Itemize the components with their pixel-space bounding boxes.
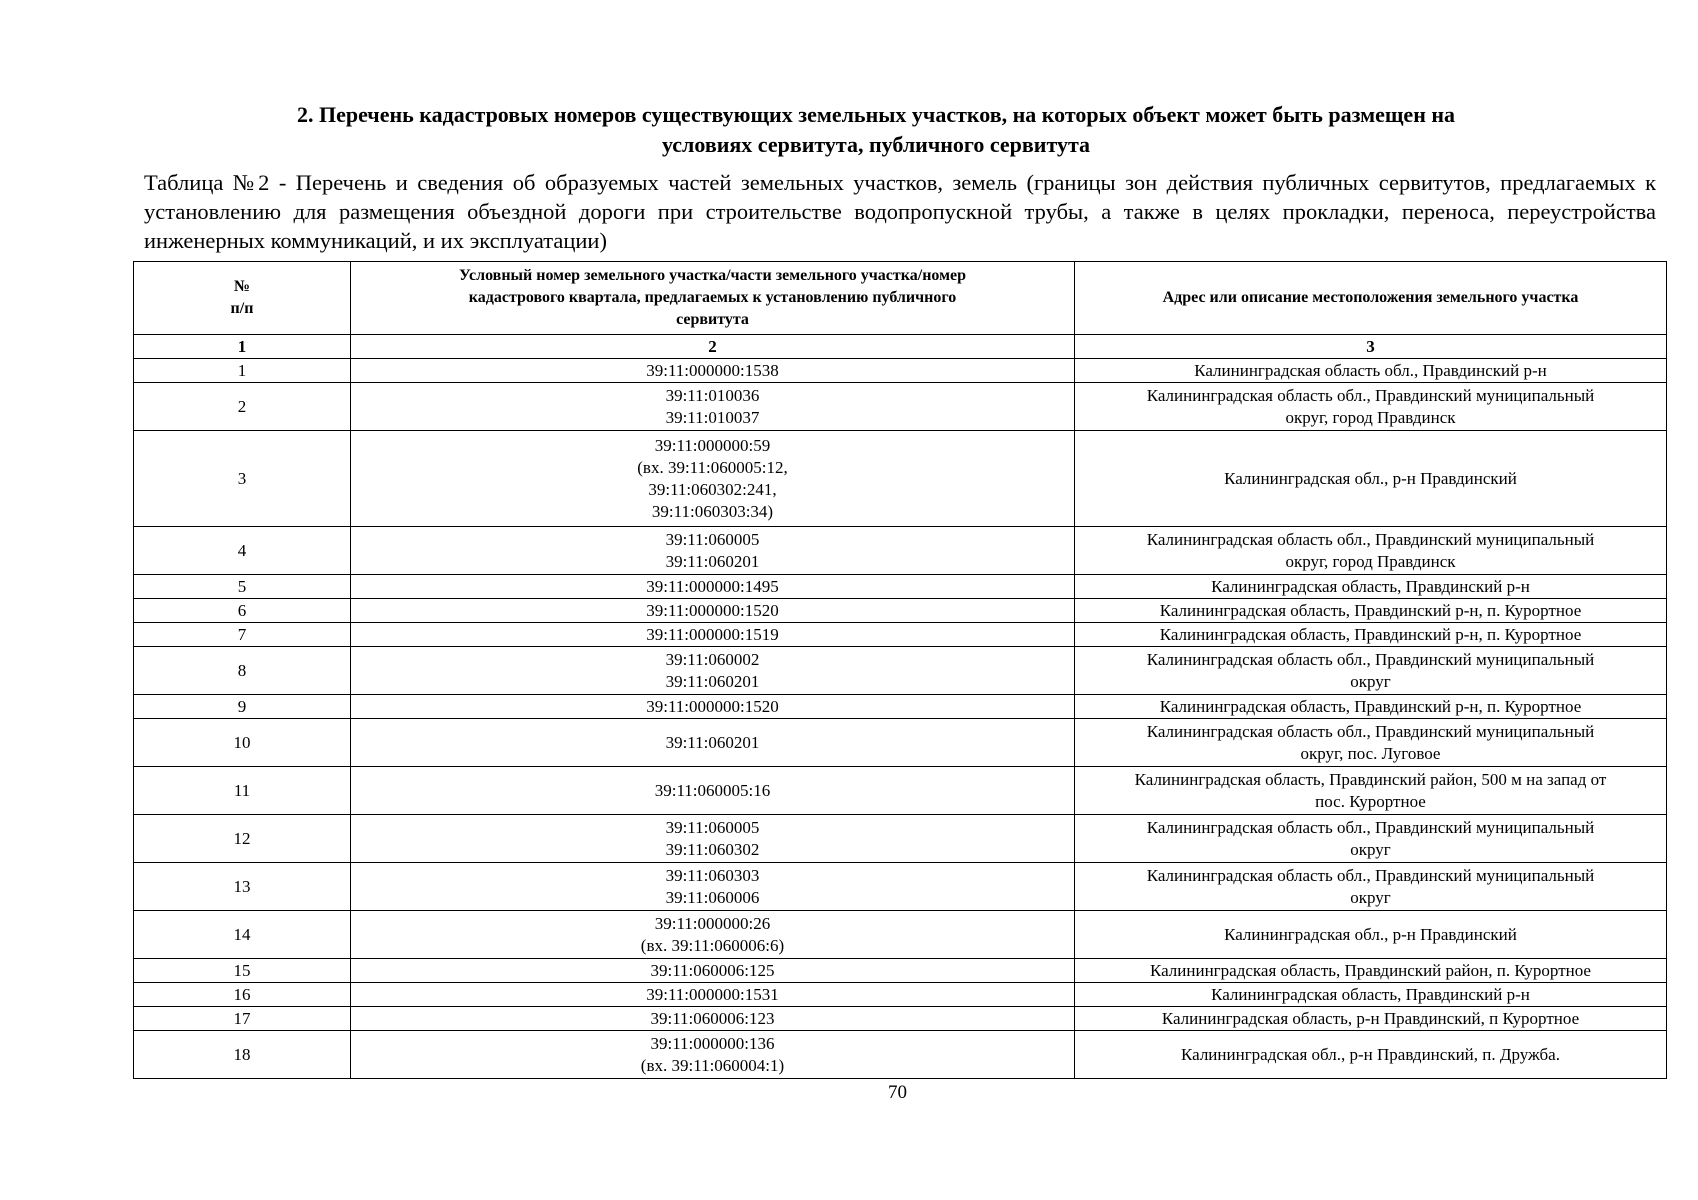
row-number: 1	[134, 359, 351, 383]
address	[1075, 527, 1667, 575]
address-line: Калининградская область, Правдинский р-н, п. Курортное	[1159, 696, 1582, 716]
address-line: Калининградская область обл., Правдинский р-н	[1194, 360, 1547, 380]
cadastral-number	[351, 863, 1075, 911]
table-row	[134, 863, 1667, 911]
cadastral-number-line: 39:11:000000:1520	[646, 696, 779, 716]
cadastral-number-line: 39:11:060005	[665, 529, 760, 549]
column-number: 3	[1075, 335, 1667, 359]
cadastral-number-line: 39:11:000000:1519	[646, 624, 779, 644]
table-row	[134, 623, 1667, 647]
table-row	[134, 599, 1667, 623]
address	[1075, 575, 1667, 599]
address-line: округ, город Правдинск	[1285, 407, 1456, 427]
address-line: Калининградская область обл., Правдинский муниципальный	[1146, 865, 1595, 885]
address-line: Калининградская область, р-н Правдинский, п Курортное	[1161, 1008, 1580, 1028]
cadastral-number	[351, 383, 1075, 431]
table-row	[134, 695, 1667, 719]
row-number: 13	[134, 863, 351, 911]
cadastral-number	[351, 959, 1075, 983]
address	[1075, 863, 1667, 911]
address-line: округ	[1350, 887, 1391, 907]
cadastral-number	[351, 719, 1075, 767]
address	[1075, 623, 1667, 647]
column-number-row	[134, 335, 1667, 359]
address-line: округ	[1350, 839, 1391, 859]
table-row	[134, 575, 1667, 599]
row-number: 9	[134, 695, 351, 719]
address-line: Калининградская область, Правдинский р-н, п. Курортное	[1159, 600, 1582, 620]
table-row	[134, 1007, 1667, 1031]
cadastral-number-line: 39:11:060201	[665, 732, 760, 752]
table-row	[134, 983, 1667, 1007]
cadastral-number-line: 39:11:000000:26	[654, 913, 771, 933]
address-line: Калининградская обл., р-н Правдинский, п. Дружба.	[1181, 1044, 1560, 1064]
address-line: Калининградская область, Правдинский р-н	[1211, 984, 1530, 1004]
table-row	[134, 383, 1667, 431]
row-number: 7	[134, 623, 351, 647]
cadastral-number	[351, 623, 1075, 647]
cadastral-number	[351, 815, 1075, 863]
cadastral-number-line: 39:11:060002	[665, 649, 760, 669]
address	[1075, 911, 1667, 959]
cadastral-number-line: 39:11:000000:1531	[646, 984, 779, 1004]
address-line: Калининградская область, Правдинский район, 500 м на запад от	[1134, 769, 1607, 789]
row-number: 5	[134, 575, 351, 599]
header-number-line-2: п/п	[230, 300, 254, 317]
cadastral-number-line: (вх. 39:11:060006:6)	[640, 935, 785, 955]
cadastral-number-line: 39:11:010036	[665, 385, 760, 405]
cadastral-number	[351, 431, 1075, 527]
section-heading-line-1: 2. Перечень кадастровых номеров существующих земельных участков, на которых объект может быть размещен на	[296, 102, 1456, 127]
cadastral-number-line: 39:11:000000:1520	[646, 600, 779, 620]
address-line: Калининградская область, Правдинский район, п. Курортное	[1150, 960, 1591, 980]
cadastral-number	[351, 1007, 1075, 1031]
cadastral-number-line: 39:11:060201	[665, 671, 760, 691]
row-number: 16	[134, 983, 351, 1007]
address	[1075, 719, 1667, 767]
row-number: 14	[134, 911, 351, 959]
cadastral-number	[351, 983, 1075, 1007]
cadastral-number	[351, 527, 1075, 575]
table-row	[134, 647, 1667, 695]
address-line: Калининградская область обл., Правдинский муниципальный	[1146, 385, 1595, 405]
header-cadastral	[351, 262, 1075, 335]
column-number: 2	[351, 335, 1075, 359]
address	[1075, 431, 1667, 527]
address	[1075, 1031, 1667, 1079]
table-row	[134, 359, 1667, 383]
row-number: 10	[134, 719, 351, 767]
row-number: 2	[134, 383, 351, 431]
address	[1075, 599, 1667, 623]
cadastral-number-line: 39:11:060201	[665, 551, 760, 571]
table-header-row	[134, 262, 1667, 335]
cadastral-number	[351, 695, 1075, 719]
cadastral-number-line: 39:11:060302:241,	[648, 479, 777, 499]
header-cadastral-line-3: сервитута	[676, 311, 749, 328]
table-row	[134, 911, 1667, 959]
address	[1075, 647, 1667, 695]
row-number: 4	[134, 527, 351, 575]
address-line: округ, город Правдинск	[1285, 551, 1456, 571]
servitude-table	[133, 261, 1667, 1079]
table-row	[134, 1031, 1667, 1079]
address	[1075, 359, 1667, 383]
row-number: 12	[134, 815, 351, 863]
cadastral-number-line: 39:11:010037	[665, 407, 760, 427]
cadastral-number	[351, 1031, 1075, 1079]
cadastral-number	[351, 647, 1075, 695]
cadastral-number-line: (вх. 39:11:060004:1)	[640, 1055, 785, 1075]
table-caption: Таблица №2 - Перечень и сведения об образуемых частей земельных участков, земель (границы зон действия публичных сервитутов, предлагаемых к установлению для размещения объездной дороги при строительстве водопропускной трубы, а также в целях прокладки, переноса, переустройства инженерных коммуникаций, и их эксплуатации)	[144, 170, 1656, 253]
row-number: 3	[134, 431, 351, 527]
address-line: пос. Курортное	[1315, 791, 1426, 811]
cadastral-number-line: 39:11:060303	[665, 865, 760, 885]
section-heading-line-2: условиях сервитута, публичного сервитута	[661, 132, 1091, 157]
cadastral-number	[351, 599, 1075, 623]
address-line: Калининградская область обл., Правдинский муниципальный	[1146, 817, 1595, 837]
address	[1075, 815, 1667, 863]
address-line: округ	[1350, 671, 1391, 691]
address-line: Калининградская область, Правдинский р-н, п. Курортное	[1159, 624, 1582, 644]
table-row	[134, 959, 1667, 983]
row-number: 17	[134, 1007, 351, 1031]
page-number: 70	[888, 1082, 907, 1103]
address	[1075, 1007, 1667, 1031]
header-number-line-1: №	[233, 278, 251, 295]
cadastral-number	[351, 911, 1075, 959]
address-line: округ, пос. Луговое	[1300, 743, 1441, 763]
cadastral-number-line: (вх. 39:11:060005:12,	[637, 457, 788, 477]
cadastral-number-line: 39:11:060303:34)	[651, 501, 774, 521]
header-address: Адрес или описание местоположения земельного участка	[1075, 262, 1667, 335]
cadastral-number-line: 39:11:060006:123	[650, 1008, 775, 1028]
cadastral-number-line: 39:11:060006	[665, 887, 760, 907]
address-line: Калининградская обл., р-н Правдинский	[1224, 924, 1517, 944]
section-heading	[132, 100, 1620, 160]
cadastral-number-line: 39:11:060302	[665, 839, 760, 859]
address-line: Калининградская область обл., Правдинский муниципальный	[1146, 529, 1595, 549]
cadastral-number-line: 39:11:060005	[665, 817, 760, 837]
cadastral-number-line: 39:11:000000:59	[654, 435, 771, 455]
table-row	[134, 719, 1667, 767]
table-row	[134, 431, 1667, 527]
address	[1075, 959, 1667, 983]
table-row	[134, 815, 1667, 863]
address	[1075, 983, 1667, 1007]
cadastral-number-line: 39:11:060006:125	[650, 960, 775, 980]
address-line: Калининградская область обл., Правдинский муниципальный	[1146, 649, 1595, 669]
address-line: Калининградская область обл., Правдинский муниципальный	[1146, 721, 1595, 741]
address	[1075, 695, 1667, 719]
row-number: 11	[134, 767, 351, 815]
address	[1075, 767, 1667, 815]
address	[1075, 383, 1667, 431]
cadastral-number	[351, 575, 1075, 599]
cadastral-number-line: 39:11:000000:1495	[646, 576, 779, 596]
table-row	[134, 767, 1667, 815]
header-cadastral-line-2: кадастрового квартала, предлагаемых к установлению публичного	[468, 289, 957, 306]
cadastral-number	[351, 767, 1075, 815]
address-line: Калининградская область, Правдинский р-н	[1211, 576, 1530, 596]
row-number: 18	[134, 1031, 351, 1079]
column-number: 1	[134, 335, 351, 359]
header-cadastral-line-1: Условный номер земельного участка/части земельного участка/номер	[458, 267, 966, 284]
header-number	[134, 262, 351, 335]
cadastral-number-line: 39:11:000000:136	[650, 1033, 775, 1053]
cadastral-number	[351, 359, 1075, 383]
cadastral-number-line: 39:11:000000:1538	[646, 360, 779, 380]
cadastral-number-line: 39:11:060005:16	[654, 780, 771, 800]
table-row	[134, 527, 1667, 575]
row-number: 6	[134, 599, 351, 623]
address-line: Калининградская обл., р-н Правдинский	[1224, 468, 1517, 488]
row-number: 8	[134, 647, 351, 695]
row-number: 15	[134, 959, 351, 983]
